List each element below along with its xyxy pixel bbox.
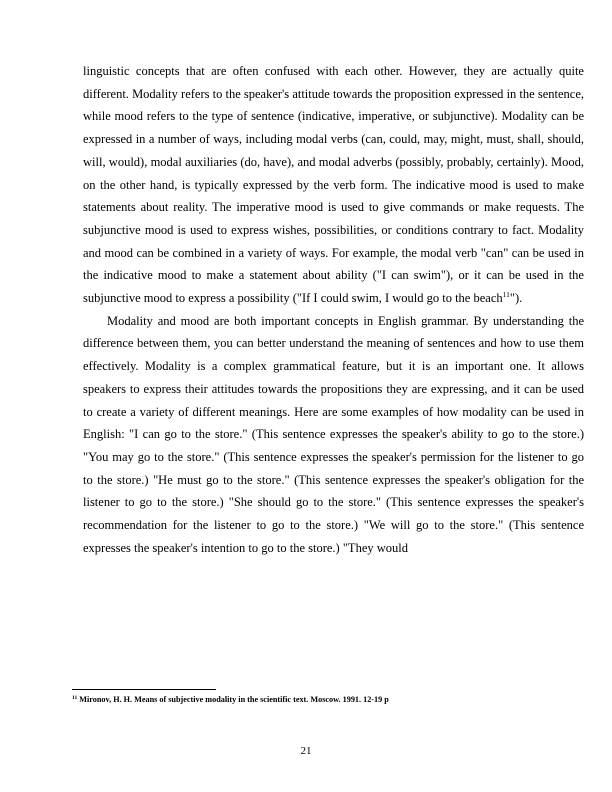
footnote-reference: 11 bbox=[502, 290, 510, 300]
footnote-divider bbox=[72, 689, 216, 690]
footnote-number: 11 bbox=[72, 695, 78, 701]
page-number: 21 bbox=[300, 745, 312, 757]
paragraph-text-tail: "). bbox=[509, 291, 523, 306]
paragraph-text: linguistic concepts that are often confused with each other. However, they are actually quite different. Modality refers to the speaker's attitude towards the proposition expressed in the sentence, while mood refers to the type of sentence (indicative, imperative, or subjunctive). Modality can be expressed in a number of ways, including modal verbs (can, could, may, might, must, shall, should, will, would), modal auxiliaries (do, have), and modal adverbs (possibly, probably, certainly). Mood, on the other hand, is typically expressed by the verb form. The indicative mood is used to make statements about reality. The imperative mood is used to give commands or make requests. The subjunctive mood is used to express wishes, possibilities, or conditions contrary to fact. Modality and mood can be combined in a variety of ways. For example, the modal verb "can" can be used in the indicative mood to make a statement about ability ("I can swim"), or it can be used in the subjunctive mood to express a possibility ("If I could swim, I would go to the beach bbox=[83, 64, 584, 306]
body-text bbox=[83, 60, 584, 559]
footnote bbox=[72, 694, 592, 705]
paragraph bbox=[83, 60, 584, 310]
paragraph bbox=[83, 310, 584, 560]
footnote-text: Mironov, H. H. Means of subjective modality in the scientific text. Moscow. 1991. 12-19 p bbox=[77, 695, 389, 704]
paragraph-text: Modality and mood are both important concepts in English grammar. By understanding the difference between them, you can better understand the meaning of sentences and how to use them effectively. Modality is a complex grammatical feature, but it is an important one. It allows speakers to express their attitudes towards the propositions they are expressing, and it can be used to create a variety of different meanings. Here are some examples of how modality can be used in English: "I can go to the store." (This sentence expresses the speaker's ability to go to the store.) "You may go to the store." (This sentence expresses the speaker's permission for the listener to go to the store.) "He must go to the store." (This sentence expresses the speaker's obligation for the listener to go to the store.) "She should go to the store." (This sentence expresses the speaker's recommendation for the listener to go to the store.) "We will go to the store." (This sentence expresses the speaker's intention to go to the store.) "They would bbox=[83, 313, 584, 555]
